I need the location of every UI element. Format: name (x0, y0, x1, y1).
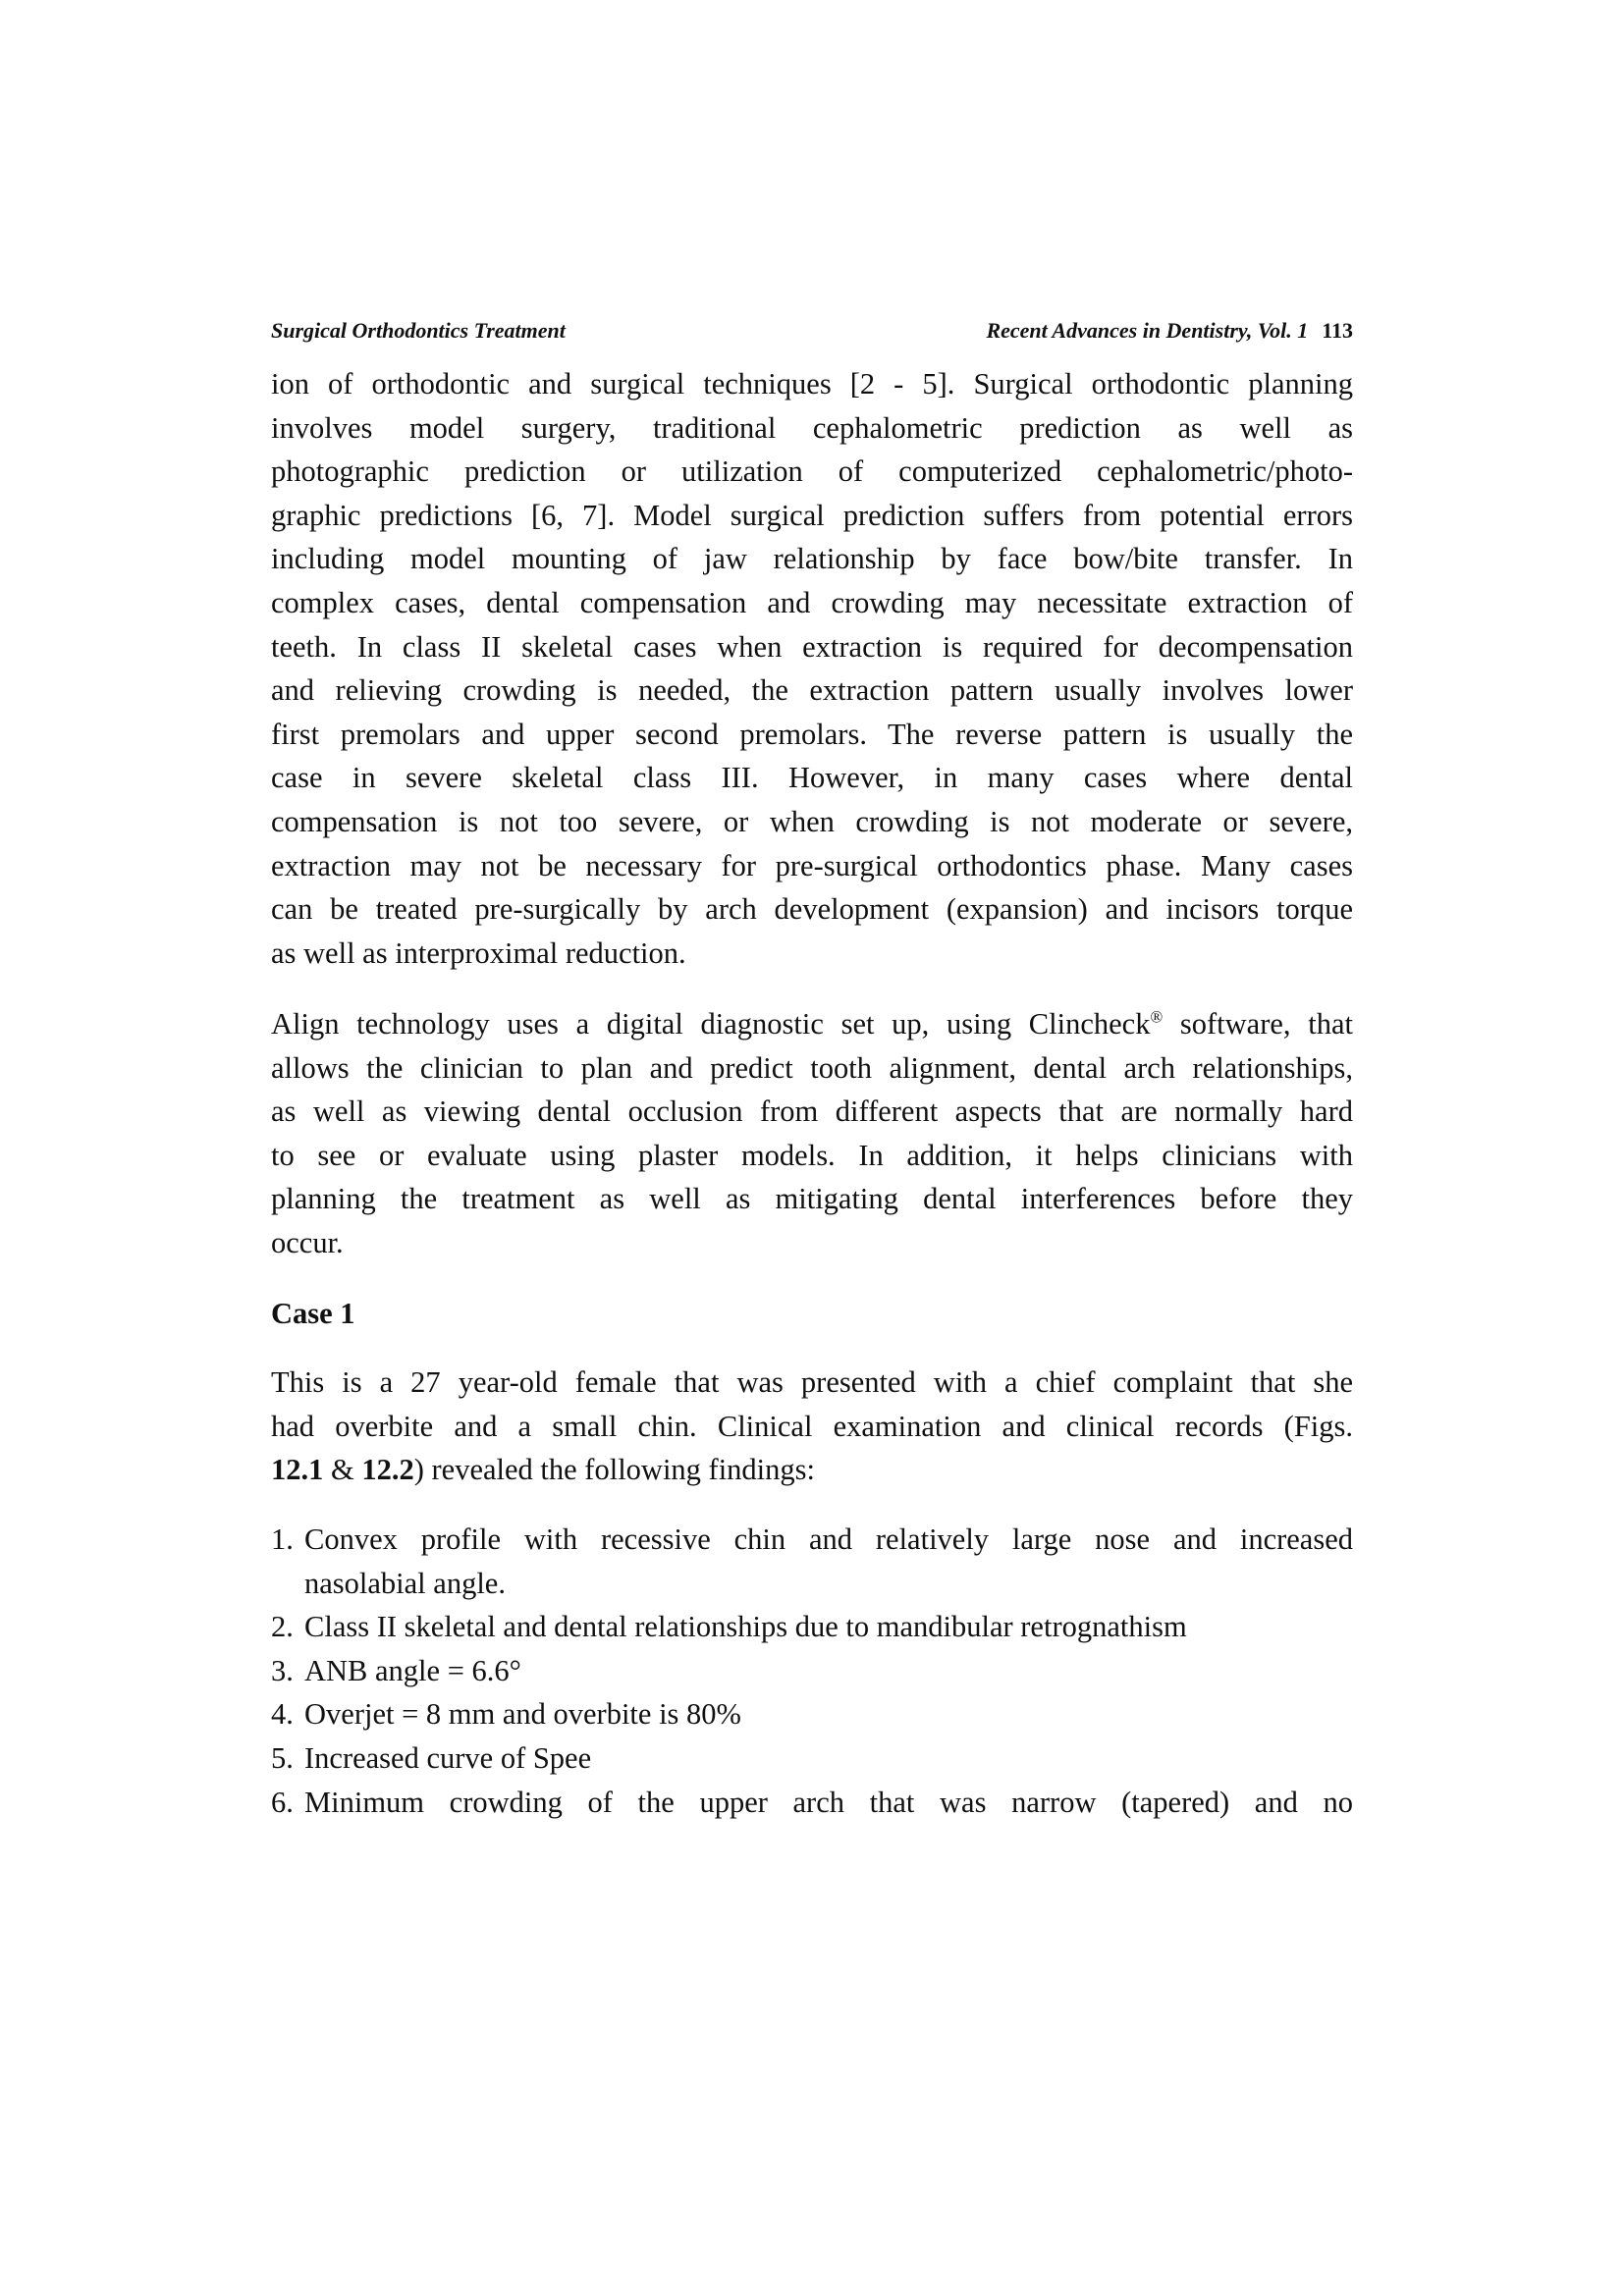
text-line: first premolars and upper second premolars. The reverse pattern is usually the (271, 717, 1353, 751)
list-item (271, 1518, 1353, 1605)
chapter-title: Surgical Orthodontics Treatment (271, 318, 566, 343)
text-line: This is a 27 year-old female that was presented with a chief complaint that she (271, 1365, 1353, 1399)
list-number: 2. (271, 1610, 294, 1644)
text-line: extraction may not be necessary for pre-surgical orthodontics phase. Many cases (271, 848, 1353, 882)
section-heading-block (271, 1292, 1353, 1336)
list-number: 5. (271, 1740, 294, 1775)
text-line: Overjet = 8 mm and overbite is 80% (304, 1697, 741, 1732)
text-line: photographic prediction or utilization of computerized cephalometric/photo- (271, 454, 1353, 489)
list-item (271, 1736, 1353, 1781)
text-line: Minimum crowding of the upper arch that was narrow (tapered) and no (304, 1785, 1353, 1819)
text-line: Class II skeletal and dental relationships due to mandibular retrognathism (304, 1610, 1187, 1644)
text-line: case in severe skeletal class III. However, in many cases where dental (271, 761, 1353, 795)
text-line: compensation is not too severe, or when crowding is not moderate or severe, (271, 804, 1353, 838)
text-line: as well as interproximal reduction. (271, 935, 686, 970)
findings-list (271, 1518, 1353, 1824)
text-line: including model mounting of jaw relationship by face bow/bite transfer. In (271, 542, 1353, 576)
text-line: to see or evaluate using plaster models. In addition, it helps clinicians with (271, 1138, 1353, 1172)
text-line: complex cases, dental compensation and crowding may necessitate extraction of (271, 585, 1353, 619)
text-line: nasolabial angle. (304, 1566, 506, 1600)
page-number: 113 (1322, 318, 1353, 343)
paragraph-2 (271, 1002, 1353, 1265)
list-item (271, 1781, 1353, 1825)
figure-ref: 12.1 (271, 1453, 324, 1487)
paragraph-1 (271, 362, 1353, 975)
text-line: allows the clinician to plan and predict tooth alignment, dental arch relationships, (271, 1050, 1353, 1085)
book-title-and-page (986, 316, 1353, 346)
text-line: planning the treatment as well as mitigating dental interferences before they (271, 1182, 1353, 1216)
book-title: Recent Advances in Dentistry, Vol. 1 (986, 318, 1309, 343)
list-number: 4. (271, 1697, 294, 1732)
text-line: ion of orthodontic and surgical techniques [2 - 5]. Surgical orthodontic planning (271, 367, 1353, 400)
text-line: Align technology uses a digital diagnostic set up, using Clincheck® software, that (271, 1007, 1353, 1041)
text-line: as well as viewing dental occlusion from different aspects that are normally hard (271, 1095, 1353, 1129)
running-header (271, 316, 1353, 346)
case-paragraph (271, 1361, 1353, 1492)
text-line: had overbite and a small chin. Clinical examination and clinical records (Figs. (271, 1409, 1353, 1443)
section-heading: Case 1 (271, 1297, 355, 1330)
text-line: and relieving crowding is needed, the extraction pattern usually involves lower (271, 673, 1353, 708)
list-number: 1. (271, 1522, 294, 1556)
text-line: teeth. In class II skeletal cases when extraction is required for decompensation (271, 629, 1353, 664)
text-line: occur. (271, 1225, 344, 1259)
text-line: graphic predictions [6, 7]. Model surgical prediction suffers from potential errors (271, 498, 1353, 532)
list-item (271, 1605, 1353, 1649)
text-line: can be treated pre-surgically by arch development (expansion) and incisors torque (271, 892, 1353, 927)
list-number: 3. (271, 1653, 294, 1687)
text-line: involves model surgery, traditional cephalometric prediction as well as (271, 410, 1353, 445)
registered-mark: ® (1150, 1007, 1164, 1027)
text-line: Convex profile with recessive chin and relatively large nose and increased (304, 1522, 1353, 1556)
text-line: Increased curve of Spee (304, 1740, 592, 1775)
list-item (271, 1692, 1353, 1736)
text-line: ANB angle = 6.6° (304, 1653, 521, 1687)
figure-ref: 12.2 (361, 1453, 414, 1487)
list-number: 6. (271, 1785, 294, 1819)
list-item (271, 1649, 1353, 1693)
text-line: 12.1 & 12.2) revealed the following findings: (271, 1453, 815, 1487)
